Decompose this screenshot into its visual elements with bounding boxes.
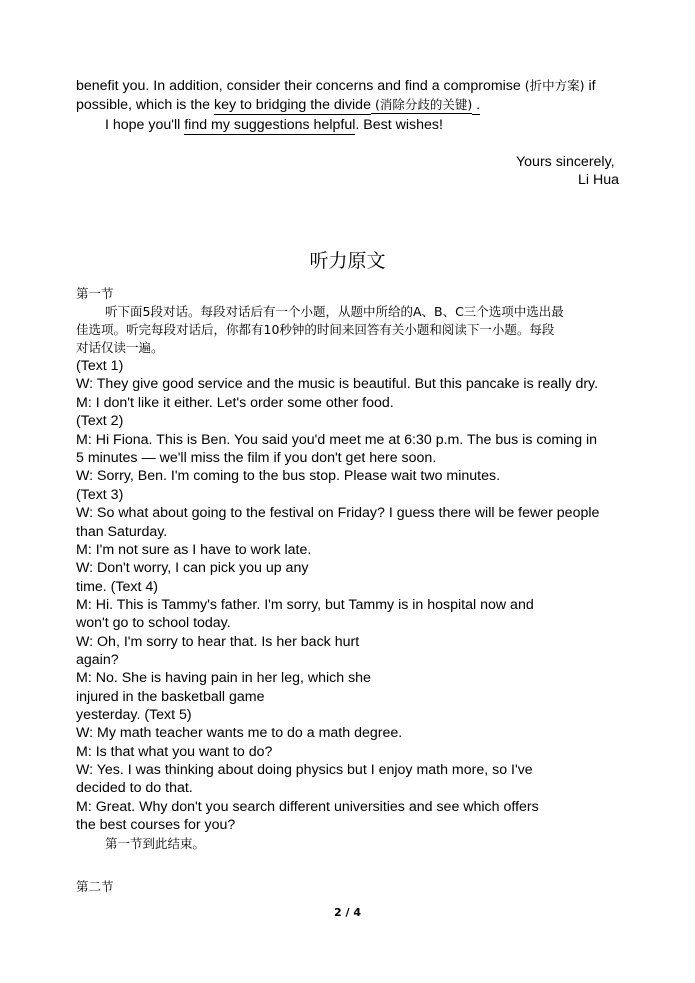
letter-text: if <box>584 78 596 94</box>
letter-line-2 <box>76 96 480 114</box>
section-title: 听力原文 <box>309 250 386 272</box>
instruction-line: 对话仅读一遍。 <box>76 340 164 355</box>
letter-line-3 <box>105 116 443 134</box>
dialogue-line: W: My math teacher wants me to do a math degree. <box>76 725 403 741</box>
dialogue-line: M: Great. Why don't you search different universities and see which offers <box>76 799 539 815</box>
letter-text: possible, which is the <box>76 97 215 113</box>
dialogue-line: M: Hi. This is Tammy's father. I'm sorry, but Tammy is in hospital now and <box>76 597 534 613</box>
part1-end: 第一节到此结束。 <box>105 836 206 851</box>
dialogue-line: M: I don't like it either. Let's order some other food. <box>76 395 394 411</box>
chinese-gloss: (消除分歧的关键) <box>370 97 473 112</box>
dialogue-line: injured in the basketball game <box>76 689 265 705</box>
dialogue-line: won't go to school today. <box>76 615 231 631</box>
letter-signature: Li Hua <box>578 172 620 188</box>
dialogue-line: M: Is that what you want to do? <box>76 744 273 760</box>
dialogue-line: W: They give good service and the music is beautiful. But this pancake is really dry. <box>76 376 599 392</box>
dialogue-line: time. (Text 4) <box>76 579 158 595</box>
dialogue-line: W: Don't worry, I can pick you up any <box>76 560 309 576</box>
dialogue-line: W: Yes. I was thinking about doing physics but I enjoy math more, so I've <box>76 762 533 778</box>
part1-heading: 第一节 <box>76 286 114 301</box>
dialogue-line: M: I'm not sure as I have to work late. <box>76 542 312 558</box>
dialogue-line: M: Hi Fiona. This is Ben. You said you'd meet me at 6:30 p.m. The bus is coming in <box>76 432 598 448</box>
instruction-line: 佳选项。听完每段对话后，你都有10秒钟的时间来回答有关小题和阅读下一小题。每段 <box>76 322 555 337</box>
part2-heading: 第二节 <box>76 879 114 894</box>
dialogue-line: than Saturday. <box>76 524 168 540</box>
text-label: (Text 3) <box>76 487 124 503</box>
letter-line-1 <box>76 77 596 95</box>
letter-text: . Best wishes! <box>355 117 443 133</box>
letter-text: . <box>472 97 481 113</box>
dialogue-line: M: No. She is having pain in her leg, which she <box>76 670 371 686</box>
dialogue-line: W: Oh, I'm sorry to hear that. Is her back hurt <box>76 634 360 650</box>
letter-text: benefit you. In addition, consider their concerns and find a compromise <box>76 78 525 94</box>
dialogue-line: the best courses for you? <box>76 817 236 833</box>
letter-text: I hope you'll <box>105 117 185 133</box>
text-label: (Text 1) <box>76 358 124 374</box>
underlined-phrase: key to bridging the divide <box>214 97 371 113</box>
chinese-gloss: (折中方案) <box>524 78 585 93</box>
dialogue-line: W: Sorry, Ben. I'm coming to the bus stop. Please wait two minutes. <box>76 468 501 484</box>
dialogue-line: W: So what about going to the festival on Friday? I guess there will be fewer people <box>76 505 600 521</box>
dialogue-line: again? <box>76 652 119 668</box>
instruction-line: 听下面5段对话。每段对话后有一个小题，从题中所给的A、B、C三个选项中选出最 <box>105 304 564 319</box>
letter-closing: Yours sincerely, <box>516 154 615 170</box>
dialogue-line: decided to do that. <box>76 780 193 796</box>
text-label: (Text 2) <box>76 413 124 429</box>
underlined-phrase: find my suggestions helpful <box>184 117 356 133</box>
dialogue-line: yesterday. (Text 5) <box>76 707 192 723</box>
page-number: 2 / 4 <box>334 906 361 919</box>
dialogue-line: 5 minutes — we'll miss the film if you don't get here soon. <box>76 450 437 466</box>
